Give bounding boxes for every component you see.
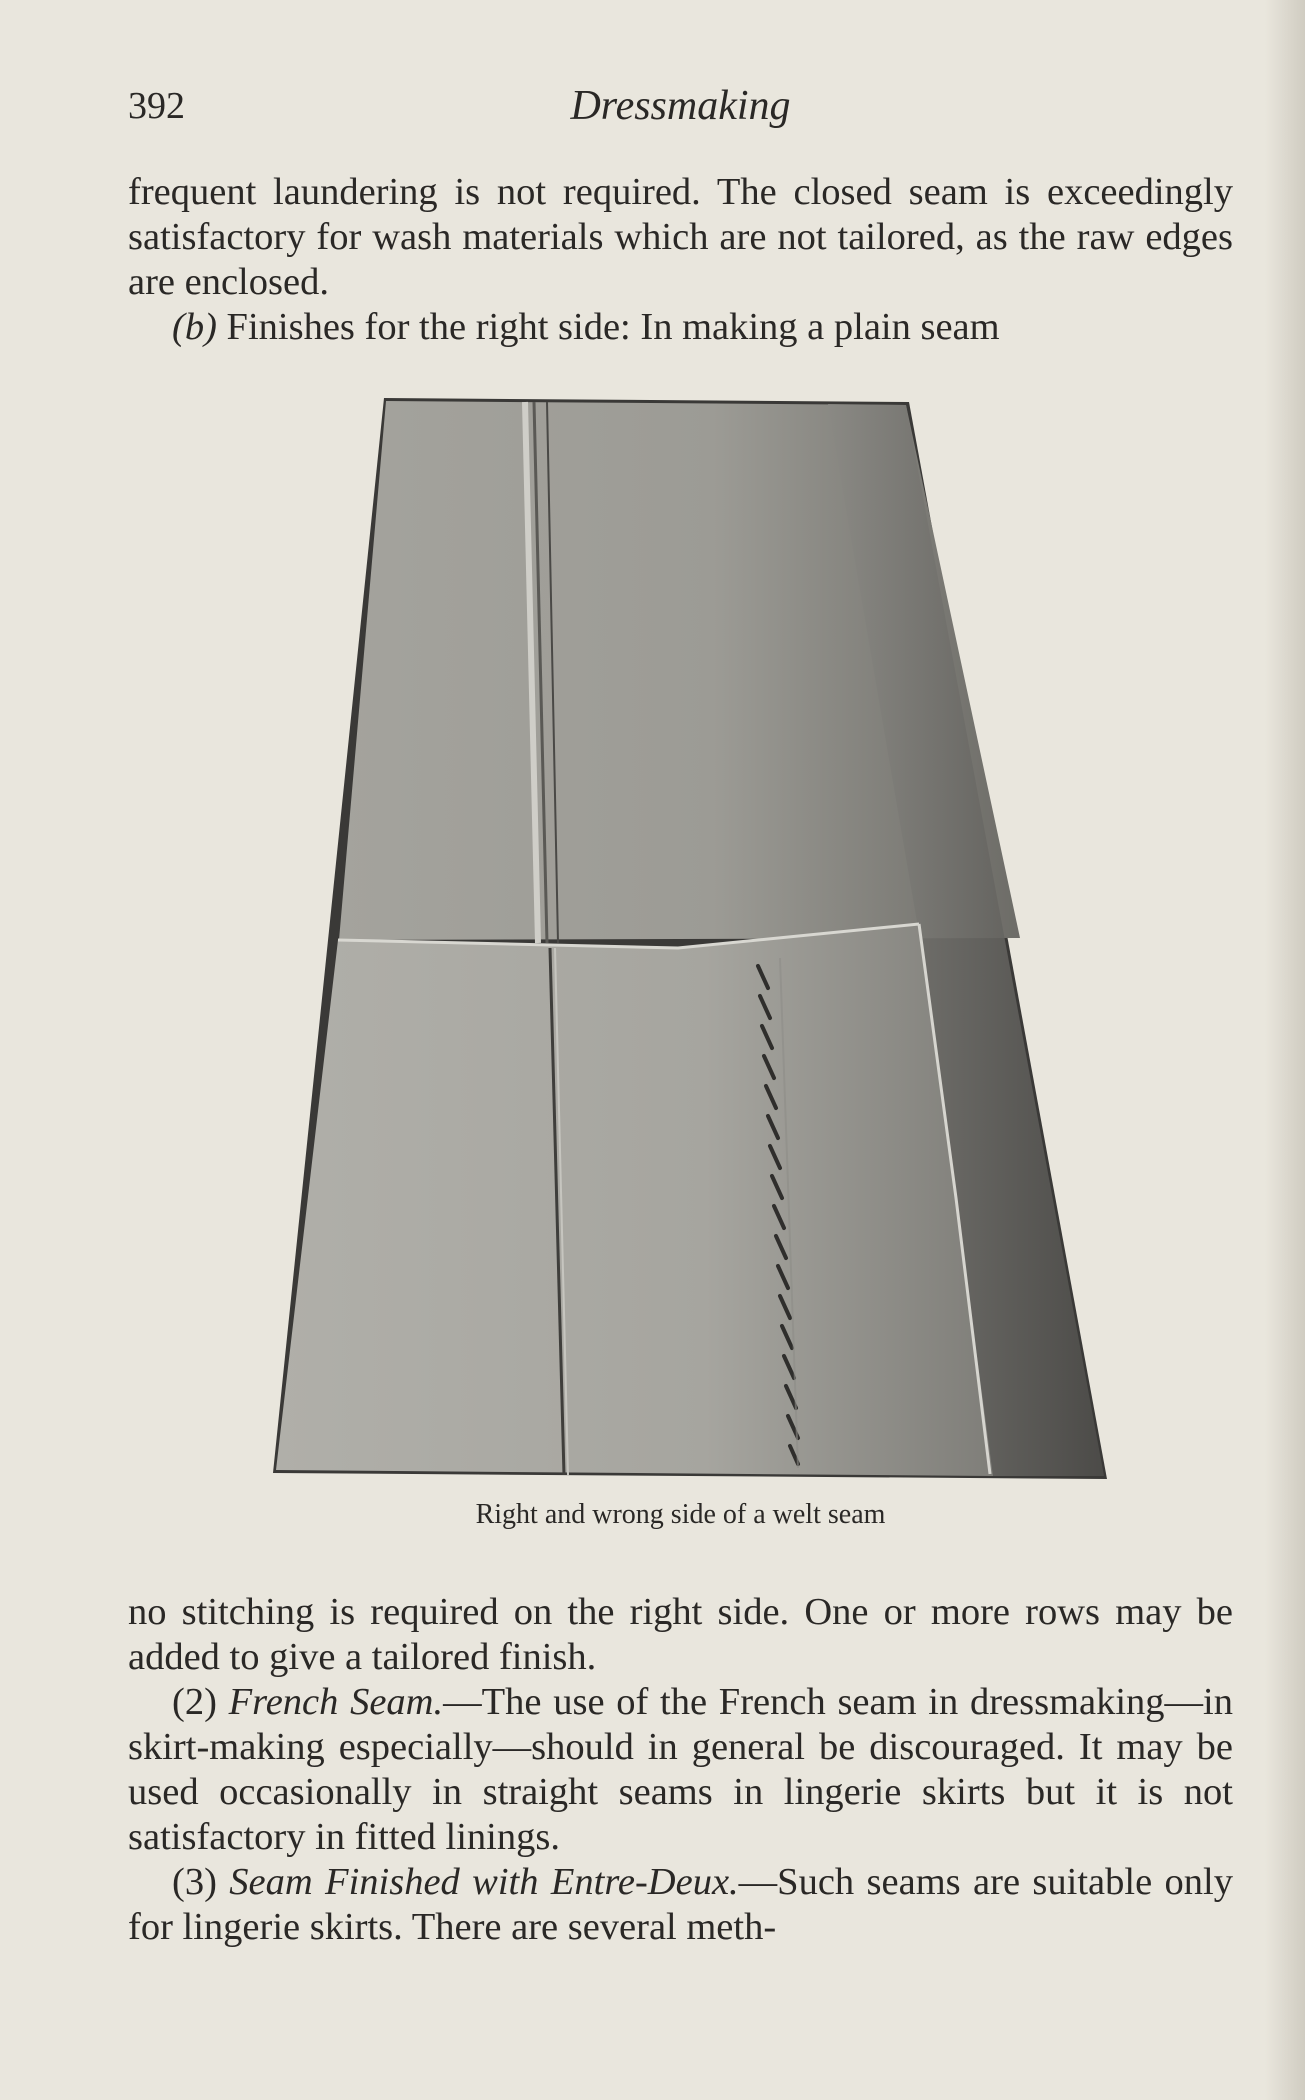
running-title: Dressmaking bbox=[570, 83, 791, 129]
paragraph-french-seam bbox=[128, 1680, 1233, 1860]
paragraph-entre-deux bbox=[128, 1860, 1233, 1950]
figure-caption: Right and wrong side of a welt seam bbox=[475, 1499, 886, 1530]
running-head bbox=[128, 78, 1233, 138]
paragraph-stitching: no stitching is required on the right side. One or more rows may be added to give a tailored finish. bbox=[128, 1591, 1233, 1678]
welt-seam-photo bbox=[268, 398, 1110, 1483]
page-edge-shadow bbox=[1265, 0, 1305, 2100]
section-number-2: (2) bbox=[172, 1681, 229, 1723]
paragraph-finishes-right-side bbox=[128, 305, 1233, 350]
welt-seam-figure bbox=[268, 398, 1110, 1483]
section-title-entre-deux: Seam Finished with Entre-Deux. bbox=[229, 1861, 739, 1903]
section-body-french-seam: —The use of the French seam in dressmaking—in skirt-making especially—should in general be discouraged. It may be used occasionally in straight seams in lingerie skirts but it is not satisfactory in fitted linings. bbox=[128, 1681, 1233, 1858]
paragraph-continuation: frequent laundering is not required. The closed seam is exceedingly satisfactory for wash materials which are not tailored, as the raw edges are enclosed. bbox=[128, 171, 1233, 303]
bottom-text-block bbox=[128, 1590, 1233, 1950]
page-number: 392 bbox=[128, 85, 185, 127]
list-marker-b: (b) bbox=[172, 306, 217, 348]
section-title-french-seam: French Seam. bbox=[228, 1681, 444, 1723]
section-number-3: (3) bbox=[172, 1861, 230, 1903]
section-body-entre-deux: —Such seams are suitable only for lingerie skirts. There are several meth- bbox=[128, 1861, 1233, 1948]
top-text-block bbox=[128, 170, 1233, 350]
paragraph-finishes-text: Finishes for the right side: In making a plain seam bbox=[216, 306, 1000, 348]
